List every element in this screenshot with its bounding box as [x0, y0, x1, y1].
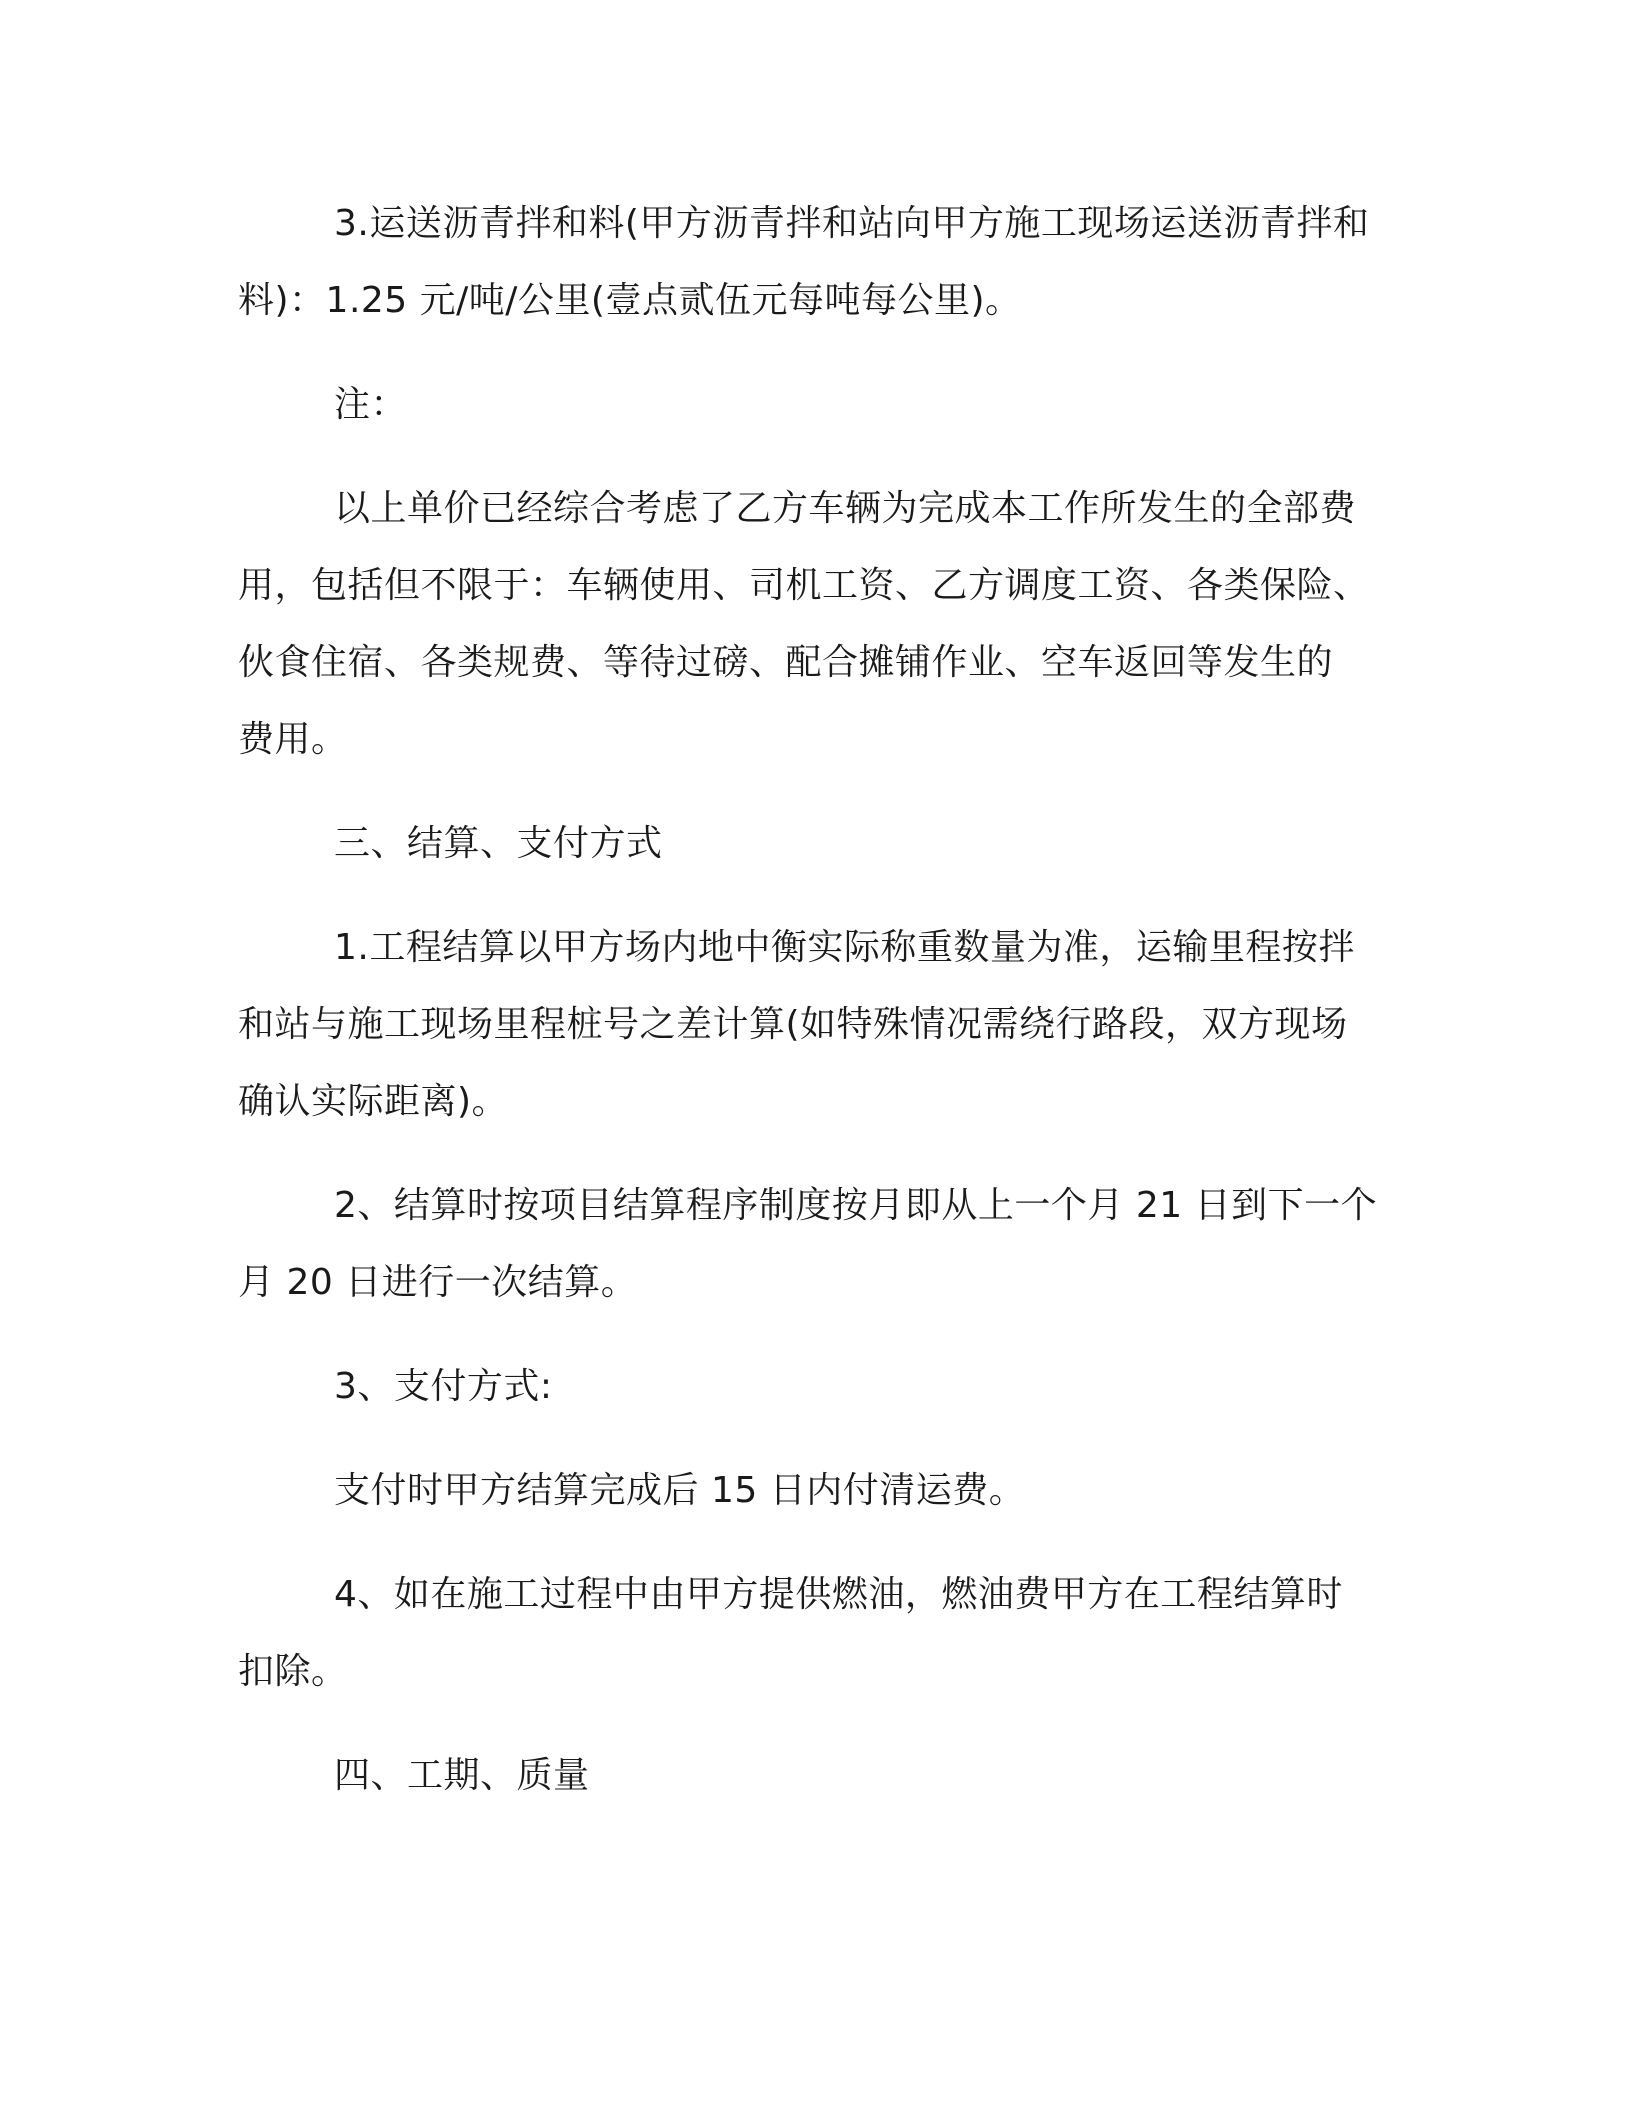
text-line: 用，包括但不限于：车辆使用、司机工资、乙方调度工资、各类保险、: [238, 565, 1370, 606]
text-line: 3.运送沥青拌和料(甲方沥青拌和站向甲方施工现场运送沥青拌和: [334, 203, 1370, 244]
text-line: 和站与施工现场里程桩号之差计算(如特殊情况需绕行路段，双方现场: [238, 1004, 1348, 1045]
paragraph-settlement-1: [238, 909, 1388, 1140]
text-line: 4、如在施工过程中由甲方提供燃油，燃油费甲方在工程结算时: [334, 1574, 1343, 1615]
text-line: 2、结算时按项目结算程序制度按月即从上一个月 21 日到下一个: [334, 1185, 1378, 1226]
paragraph-note-body: [238, 470, 1388, 778]
paragraph-settlement-2: [238, 1167, 1388, 1321]
section-heading-schedule-quality: [238, 1737, 1388, 1814]
text-line: 费用。: [238, 719, 348, 760]
text-line: 月 20 日进行一次结算。: [238, 1262, 638, 1303]
paragraph-asphalt-transport-rate: [238, 185, 1388, 339]
text-line: 3、支付方式:: [334, 1366, 553, 1407]
paragraph-note-heading: [238, 366, 1388, 443]
text-line: 注：: [334, 384, 408, 425]
text-line: 四、工期、质量: [334, 1755, 590, 1796]
text-line: 伙食住宿、各类规费、等待过磅、配合摊铺作业、空车返回等发生的: [238, 642, 1334, 683]
text-line: 1.工程结算以甲方场内地中衡实际称重数量为准，运输里程按拌: [334, 927, 1355, 968]
text-line: 以上单价已经综合考虑了乙方车辆为完成本工作所发生的全部费: [334, 488, 1357, 529]
paragraph-payment-method-heading: [238, 1348, 1388, 1425]
text-line: 扣除。: [238, 1651, 348, 1692]
text-line: 料)：1.25 元/吨/公里(壹点贰伍元每吨每公里)。: [238, 280, 1022, 321]
paragraph-payment-method-body: [238, 1452, 1388, 1529]
document-page: [238, 185, 1388, 1841]
text-line: 三、结算、支付方式: [334, 823, 663, 864]
text-line: 确认实际距离)。: [238, 1081, 509, 1122]
section-heading-settlement: [238, 805, 1388, 882]
paragraph-fuel-deduction: [238, 1556, 1388, 1710]
text-line: 支付时甲方结算完成后 15 日内付清运费。: [334, 1470, 1026, 1511]
